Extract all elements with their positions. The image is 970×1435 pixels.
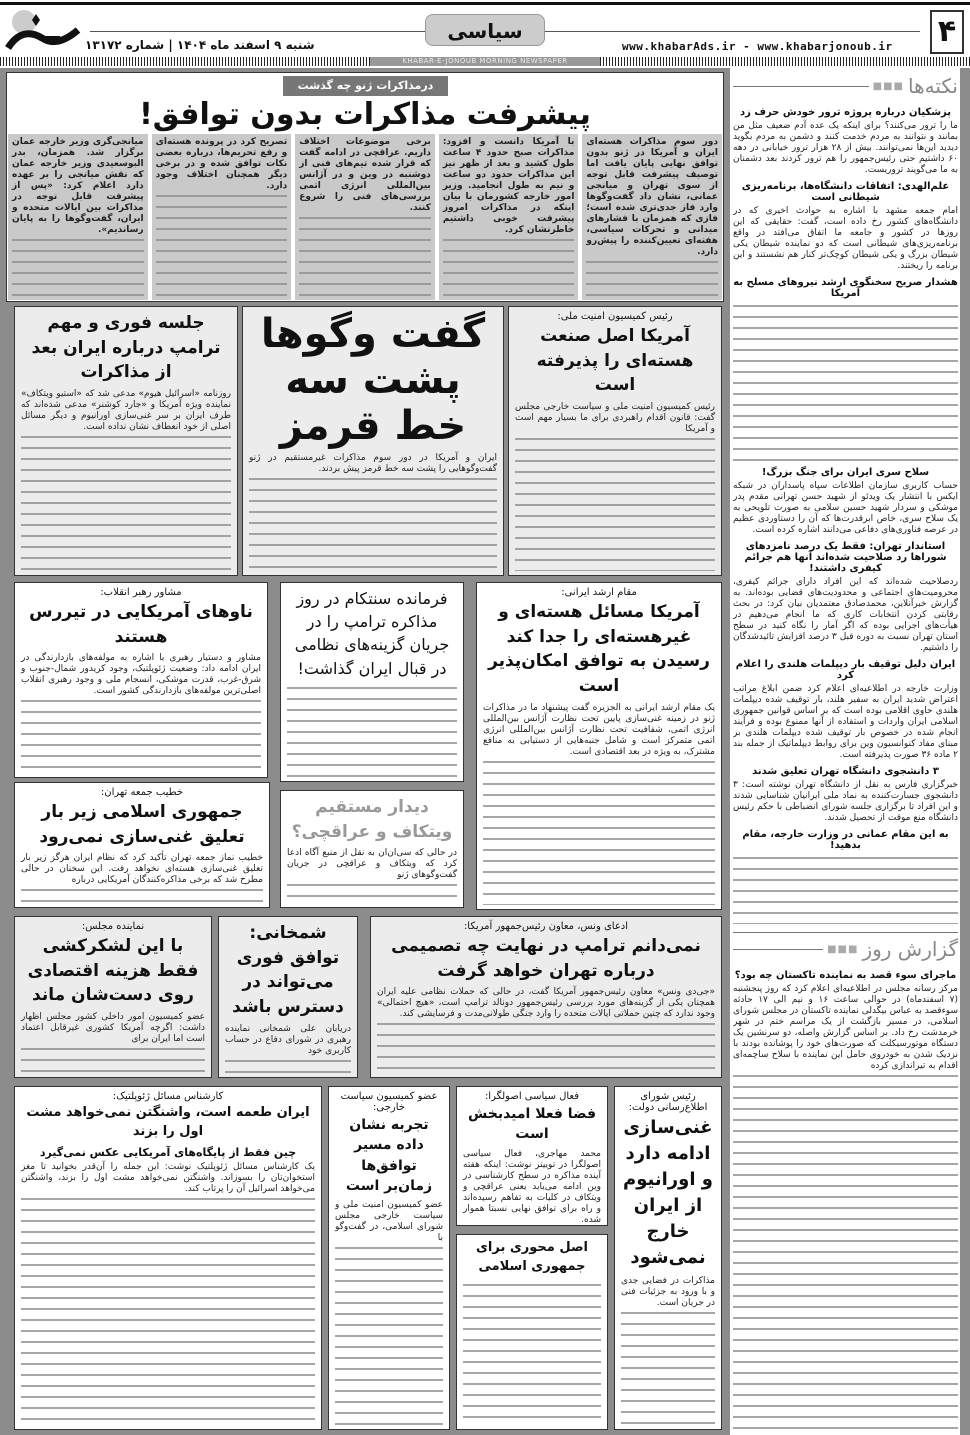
article-body: یک مقام ارشد ایرانی به الجزیره گفت پیشنهاد ما در مذاکرات ژنو در زمینه غنی‌سازی پایین تحت نظارت آژانس بین‌المللی انرژی اتمی، شفافیت تحت نظارت آژانس بین‌المللی انرژی اتمی متمرکز است و شامل جنبه‌هایی از دستیابی به منافع مشترک، به ویژه در بعد اقتصادی است. <box>483 702 715 757</box>
sidebar-item-title[interactable]: علم‌الهدی: اتفاقات دانشگاه‌ها، برنامه‌ریزی شیطانی است <box>741 181 950 203</box>
article-title[interactable]: دیدار مستقیم ویتکاف و عراقچی؟ <box>291 797 453 842</box>
squares-icon: ■■■ <box>827 943 859 955</box>
text-lines <box>621 1309 715 1425</box>
sidebar <box>733 70 958 1435</box>
article-title[interactable]: فضا فعلا امیدبخش است <box>467 1106 597 1143</box>
text-lines <box>377 1020 715 1073</box>
text-lines <box>287 881 457 903</box>
date-issue: شنبه ۹ اسفند ماه ۱۴۰۴ | شماره ۱۳۱۷۲ <box>85 38 315 52</box>
text-lines <box>21 697 261 773</box>
article-title[interactable]: نمی‌دانم ترامپ در نهایت چه تصمیمی درباره تهران خواهد گرفت <box>391 936 701 981</box>
lead-column-text: تصریح کرد در پرونده هسته‌ای و رفع تحریم‌ها، درباره بعضی نکات توافق شده و در برخی دیگر همچنان اختلاف وجود دارد. <box>155 137 288 191</box>
article-title[interactable]: فرمانده سنتکام در روز مذاکره ترامپ را در جریان گزینه‌های نظامی در قبال ایران گذاشت! <box>294 589 450 678</box>
report-header <box>733 932 958 961</box>
header-rule <box>733 949 823 950</box>
text-lines <box>515 435 715 571</box>
article-tehran-friday-prayer <box>14 782 270 908</box>
article-title[interactable]: آمریکا اصل صنعت هسته‌ای را پذیرفته است <box>536 326 694 396</box>
article-enrichment-continues <box>614 1086 722 1430</box>
article-three-red-lines <box>242 306 504 576</box>
sidebar-item <box>733 102 958 176</box>
sidebar-item <box>733 176 958 272</box>
article-body: دریابان علی شمخانی نماینده رهبری در شورای دفاع در حساب کاربری خود <box>225 1023 351 1056</box>
text-lines <box>249 475 497 571</box>
top-rule <box>0 2 970 5</box>
article-kicker: خطیب جمعه تهران: <box>100 787 184 798</box>
right-edge-bar <box>960 68 970 1435</box>
lead-column-text: برخی موضوعات اختلاف داریم. عراقچی در ادامه گفت که قرار شده تیم‌های فنی از دوشنبه در وین و در آژانس بین‌المللی انرژی اتمی بررسی‌های فنی را شروع کنند. <box>299 137 431 213</box>
text-lines <box>586 258 718 297</box>
text-lines <box>21 1045 205 1073</box>
text-lines <box>733 1072 958 1435</box>
sidebar-item-title[interactable]: پزشکیان درباره پروژه ترور خودش حرف زد <box>739 107 952 118</box>
article-title[interactable]: شمخانی: توافق فوری می‌تواند در دسترس باشد <box>232 923 344 1017</box>
article-title[interactable]: گفت وگوها پشت سه خط قرمز <box>260 311 486 449</box>
text-lines <box>733 854 958 924</box>
text-lines <box>299 214 431 297</box>
article-trump-meeting <box>14 306 238 576</box>
sidebar-item <box>733 654 958 761</box>
sidebar-item <box>733 536 958 654</box>
sidebar-item-title[interactable]: سلاح سری ایران برای جنگ بزرگ! <box>761 467 930 478</box>
lead-column <box>8 134 148 300</box>
article-body: یک کارشناس مسائل ژئوپلتیک نوشت: این جمله را آن‌قدر بخوانید تا مغز استخوان‌تان را بسوزاند. واشنگتن نمی‌خواهد مشت اول را بزند، واشنگتن می‌خواهد اسرائیل آن را پرتاب کند. <box>21 1161 315 1194</box>
article-kicker: مقام ارشد ایرانی: <box>561 587 637 598</box>
article-kicker: مشاور رهبر انقلاب: <box>100 587 182 598</box>
lead-columns <box>8 134 722 300</box>
header-rule <box>733 86 869 87</box>
article-subtitle: چین فقط از پایگاه‌های آمریکایی عکس نمی‌گیرد <box>39 1145 297 1159</box>
article-direct-meeting <box>280 790 464 908</box>
slogan: KHABAR-E-JONOUB MORNING NEWSPAPER <box>370 57 600 66</box>
report-title[interactable]: ماجرای سوء قصد به نماینده تاکستان چه بود؟ <box>734 970 957 981</box>
lead-column <box>439 134 579 300</box>
sidebar-title: نکته‌ها <box>907 74 958 98</box>
article-title[interactable]: ایران طعمه است، واشنگتن نمی‌خواهد مشت اول را بزند <box>26 1105 310 1139</box>
sidebar-header <box>733 74 958 98</box>
article-title[interactable]: غنی‌سازی ادامه دارد و اورانیوم از ایران خارج نمی‌شود <box>623 1117 713 1269</box>
sidebar-item-body: وزارت خارجه در اطلاعیه‌ای اعلام کرد ضمن ابلاغ مراتب اعتراض شدید ایران به سفیر هلند، بار توقیف شده دیپلمات هلندی حاوی اقلامی بوده است که بر اساس قوانین جمهوری اسلامی ایران واردات و استفاده از آنها ممنوع بوده و فرآیند انجام شده در خصوص بار توقیف شده دیپلمات هلندی بر مبنای مفاد کنوانسیون وین برای روابط دیپلماتیک از جمله بند ۲ ماده ۳۶ صورت پذیرفته است. <box>733 684 958 760</box>
article-geopolitics-expert <box>14 1086 322 1430</box>
lead-column <box>295 134 435 300</box>
page-number: ۴ <box>930 10 964 54</box>
squares-icon: ■■■ <box>872 80 904 92</box>
text-lines <box>21 433 231 571</box>
article-title[interactable]: جلسه فوری و مهم ترامپ درباره ایران بعد از مذاکرات <box>31 313 221 383</box>
report-body: مرکز رسانه مجلس در اطلاعیه‌ای اعلام کرد که روز پنجشنبه (۷ اسفندماه) در حوالی ساعت ۱۶ و نیم الی ۱۷ حادثه سوءقصد به عباس بیگدلی نماینده تاکستان در مجلس شورای اسلامی، در مسیر بازگشت از یک مراسم ختم در شهر خرمدشت رخ داد. بر اساس گزارش واصله، دو سرنشین یک دستگاه موتورسیکلت که صورت‌های خود را پوشانده بودند با نزدیک شدن به خودروی حامل این نماینده با سلاح ساچمه‌ای اقدام به تیراندازی کرده <box>733 984 958 1071</box>
article-hopeful-atmosphere <box>456 1086 608 1226</box>
lead-kicker: درمذاکرات ژنو چه گذشت <box>283 76 448 96</box>
text-lines <box>156 192 288 297</box>
text-lines <box>287 684 457 777</box>
lead-headline[interactable]: پیشرفت مذاکرات بدون توافق! <box>139 97 591 132</box>
sidebar-item-title[interactable]: ۳ دانشجوی دانشگاه تهران تعلیق شدند <box>752 766 939 777</box>
sidebar-item-title[interactable]: استاندار تهران: فقط یک درصد نامزدهای شوراها رد صلاحیت شده‌اند آنها هم جرائم کیفری داشتند! <box>744 541 947 574</box>
sidebar-item <box>733 824 958 924</box>
article-kicker: فعال سیاسی اصولگرا: <box>484 1091 580 1102</box>
article-body: «جی‌دی ونس» معاون رئیس‌جمهور آمریکا گفت، در حالی که حملات نظامی علیه ایران همچنان یکی از گزینه‌های مورد بررسی رئیس‌جمهور دونالد ترامپ است، «هیچ احتمالی» وجود ندارد که چنین حملاتی ایالات متحده را وارد جنگی طولانی‌مدت و فرسایشی کند. <box>377 987 715 1020</box>
lead-column <box>152 134 292 300</box>
article-kicker: کارشناس مسائل ژئوپلتیک: <box>112 1091 224 1102</box>
newspaper-logo <box>2 8 82 56</box>
text-lines <box>483 758 715 905</box>
lead-column-text: دور سوم مذاکرات هسته‌ای ایران و آمریکا در ژنو بدون توافق نهایی پایان یافت اما توصیف پیشرفت قابل توجه از سوی تهران و میانجی عمانی، نشان داد گفت‌وگوها وارد فاز جدی‌تری شده است؛ فازی که همزمان با فشارهای میدانی و تحرکات سیاسی، هفته‌ای تعیین‌کننده را پیش‌رو دارد. <box>586 137 718 257</box>
article-title[interactable]: اصل محوری برای جمهوری اسلامی <box>476 1240 588 1274</box>
sidebar-item-body: امام جمعه مشهد با اشاره به حوادث اخیری که در دانشگاه‌های کشور رخ داده است، گفت: حقایقی که این روزها در کشور و جامعه ما اتفاق می‌افتد در واقع برنامه‌ریزی‌های شیطانی است که دو نماینده شیطان یکی شیطان بزرگ و یکی شیطان کوچک‌تر کنار هم نشستند و این برنامه را ریختند. <box>733 206 958 271</box>
text-lines <box>225 1057 351 1073</box>
article-title[interactable]: تجربه نشان داده مسیر توافق‌ها زمان‌بر است <box>345 1117 433 1194</box>
sidebar-item-body: ردصلاحیت شده‌اند که این افراد دارای جرائم کیفری، محرومیت‌های اجتماعی و محدودیت‌های قضایی بوده‌اند. به گزارش خبرآنلاین، محمدصادق معتمدیان بیان کرد: در بحث رقابتی کردن انتخابات کاری که ما انجام می‌دهیم در هیأت‌های اجرایی بوده که اگر آمار را نگاه کنید در سطح استان تهران نسبت به دوره قبل ۳ درصد افزایش تائیدشدگان را داشتیم. <box>733 577 958 653</box>
sidebar-item-title[interactable]: به این مقام عمانی در وزارت خارجه، مقام بدهید! <box>742 829 949 851</box>
article-body: روزنامه «اسرائیل هیوم» مدعی شد که «استیو ویتکاف» نماینده ویژه آمریکا و «جارد کوشنر» مدعی شده‌اند که طرف ایران بر سر غنی‌سازی اورانیوم و دیگر مسائل اصلی از خود انعطاف نشان نداده است. <box>21 388 231 432</box>
lead-column <box>582 134 722 300</box>
article-america-nuclear <box>508 306 722 576</box>
article-kicker: ادعای ونس، معاون رئیس‌جمهور آمریکا: <box>463 921 629 932</box>
article-senior-official <box>476 582 722 910</box>
article-vance <box>370 916 722 1078</box>
article-kicker: عضو کمیسیون سیاست خارجی: <box>340 1091 438 1113</box>
sidebar-item-body: خبرگزاری فارس به نقل از دانشگاه تهران نوشته است: ۳ دانشجوی جسارت‌کننده به نماد ملی ایرانیان شناسایی شدند و این افراد تا برگزاری جلسه شورای انضباطی با حکم رئیس دانشگاه منع موقت از تحصیل شدند. <box>733 780 958 823</box>
sidebar-item <box>733 761 958 824</box>
article-body: مذاکرات در فضایی جدی و با ورود به جزئیات فنی در جریان است. <box>621 1275 715 1308</box>
article-body: رئیس کمیسیون امنیت ملی و سیاست خارجی مجلس گفت: قانون اقدام راهبردی برای ما بسیار مهم است و آمریکا <box>515 401 715 434</box>
article-body: محمد مهاجری، فعال سیاسی اصولگرا در توییتر نوشت: اینکه هفته آینده مذاکره در سطح کارشناسی در وین ادامه می‌یابد یعنی عراقچی و ویتکاف در کلیات به تفاهم رسیده‌اند و راه برای توافق نهایی نسبتا هموار شده. <box>463 1148 601 1225</box>
text-lines <box>21 886 263 903</box>
website-urls[interactable]: www.khabarAds.ir - www.khabarjonoub.ir <box>622 40 893 53</box>
article-body: ایران و آمریکا در دور سوم مذاکرات غیرمستقیم در ژنو گفت‌وگوهایی را پشت سه خط قرمز پیش بردند. <box>249 453 497 474</box>
article-commission-member <box>328 1086 450 1430</box>
sidebar-item-body: ما را ترور می‌کنند؟ برای اینکه یک عده آدم ضعیف مثل من بمانند و نتوانند به مردم خدمت کنند و دشمن به مردم بگوید دیدید این‌ها نمی‌توانند. بیش از ۲۸ هزار ترور خیابانی در دهه ۶۰ داشتیم حتی رئیس‌جمهور را هم ترور کردند بعد دشمنان به ما می‌گویند تروریست. <box>733 121 958 175</box>
sidebar-item-title[interactable]: ایران دلیل توقیف بار دیپلمات هلندی را اعلام کرد <box>735 659 956 681</box>
article-shamkhani <box>218 916 358 1078</box>
text-lines <box>443 236 575 297</box>
article-kicker: رئیس شورای اطلاع‌رسانی دولت: <box>628 1091 708 1113</box>
sidebar-item <box>733 272 958 462</box>
article-title[interactable]: جمهوری اسلامی زیر بار تعلیق غنی‌سازی نمی‌رود <box>39 802 245 847</box>
article-mp-military <box>14 916 212 1078</box>
text-lines <box>12 236 144 297</box>
article-title[interactable]: آمریکا مسائل هسته‌ای و غیرهسته‌ای را جدا کند رسیدن به توافق امکان‌پذیر است <box>488 602 710 696</box>
report-item <box>733 965 958 1435</box>
lead-column-text: میانجی‌گری وزیر خارجه عمان برگزار شد. همزمان، بدر البوسعیدی وزیر خارجه عمان که نقش میانجی را بر عهده دارد اعلام کرد: «پس از پیشرفت قابل توجه در مذاکرات بین ایالات متحده و ایران، گفت‌وگوها را به پایان رساندیم». <box>12 137 144 235</box>
text-lines <box>21 1195 315 1425</box>
article-title[interactable]: با این لشکرکشی فقط هزینه اقتصادی روی دست‌شان ماند <box>27 936 199 1006</box>
article-centcom <box>280 582 464 782</box>
lead-column-text: با آمریکا دانست و افزود: مذاکرات صبح حدود ۴ ساعت طول کشید و بعد از ظهر نیز این مذاکرات حدود دو ساعت و نیم به طول انجامید. وزیر امور خارجه کشورمان با بیان اینکه در مذاکرات امروز پیشرفت خوبی داشتیم خاطرنشان کرد. <box>442 137 575 235</box>
article-kicker: نماینده مجلس: <box>81 921 145 932</box>
article-title[interactable]: ناوهای آمریکایی در تیررس هستند <box>29 602 253 647</box>
article-navy-ships <box>14 582 268 778</box>
report-section-title: گزارش روز <box>862 937 958 961</box>
article-body: مشاور و دستیار رهبری با اشاره به مولفه‌های بازدارندگی در ایران ادامه داد: وضعیت ژئوپلتیک، وجود کریدور شمال-جنوب و شرق-غرب، قدرت موشکی، انسجام ملی و وجود رهبری انقلاب اصلی‌ترین مولفه‌های بازدارندگی کشور است. <box>21 653 261 697</box>
article-body: عضو کمیسیون امنیت ملی و سیاست خارجی مجلس شورای اسلامی، در گفت‌وگو با <box>335 1200 443 1244</box>
article-core-principle <box>456 1234 608 1430</box>
sidebar-item <box>733 462 958 536</box>
article-body: خطیب نماز جمعه تهران تأکید کرد که نظام ایران هرگز زیر بار تعلیق غنی‌سازی هسته‌ای نخواهد رفت. این سخنان در حالی مطرح شد که برخی مذاکره‌کنندگان آمریکایی درباره <box>21 853 263 886</box>
text-lines <box>463 1281 601 1425</box>
text-lines <box>733 302 958 462</box>
article-kicker: رئیس کمیسیون امنیت ملی: <box>557 311 673 322</box>
article-body: عضو کمیسیون امور داخلی کشور مجلس اظهار داشت: اگرچه آمریکا کشوری غیرقابل اعتماد است اما ایران برای <box>21 1011 205 1044</box>
text-lines <box>335 1244 443 1425</box>
article-body: در حالی که سی‌ان‌ان به نقل از منبع آگاه ادعا کرد که ویتکاف و عراقچی در جریان گفت‌وگوهای ژنو <box>287 848 457 881</box>
sidebar-item-body: حساب کاربری سازمان اطلاعات سپاه پاسداران در شبکه ایکس با انتشار یک ویدئو از شهید حسن تهرانی مقدم پدر موشکی و سردار شهید حسین سلامی به صورت تلویحی به یک سلاح سری، خاص ابرقدرت‌ها که آن را دستاوردی عظیم در عرصه فناوری‌های دفاعی می‌دانند اشاره کرده است. <box>733 481 958 535</box>
sidebar-item-title[interactable]: هشدار صریح سخنگوی ارشد نیروهای مسلح به آمریکا <box>733 277 958 299</box>
section-label: سیاسی <box>425 14 545 46</box>
